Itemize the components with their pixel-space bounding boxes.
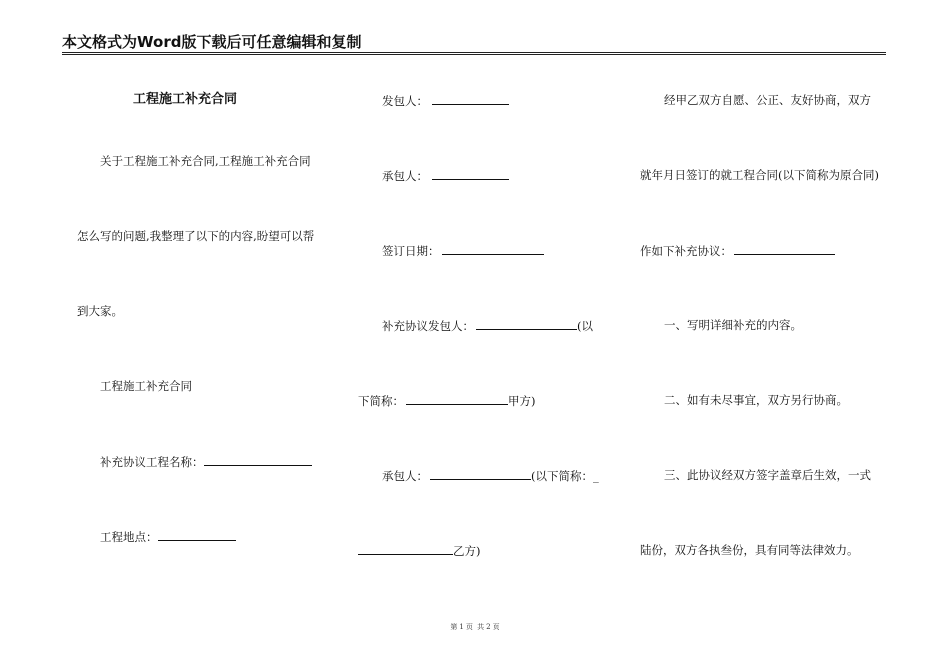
item-1: 一、写明详细补充的内容。 [664,318,802,332]
party-a-blank [406,393,508,405]
footer-total-unit: 页 [492,623,500,631]
employer-blank [432,93,509,105]
party-a-row [358,393,536,408]
party-b-suffix: 乙方) [453,544,481,558]
contractor-row [382,168,509,183]
supp-agreement-label: 作如下补充协议： [640,244,732,258]
contractor-blank [432,168,509,180]
section-heading: 工程施工补充合同 [100,379,192,393]
project-name-label: 补充协议工程名称： [100,455,204,469]
project-name-row [100,454,312,469]
party-b-row [358,543,481,558]
supp-contractor-blank [430,468,531,480]
clause-line-1: 经甲乙双方自愿、公正、友好协商，双方 [664,93,871,107]
supp-contractor-label: 承包人： [382,469,428,483]
party-b-blank [358,543,453,555]
supp-agreement-blank [734,243,835,255]
footer-page-unit: 页 [465,623,473,631]
document-header: 本文格式为Word版下载后可任意编辑和复制 [62,33,362,51]
clause-line-2: 就年月日签订的就工程合同(以下简称为原合同) [640,168,879,182]
project-location-blank [158,529,236,541]
page-footer [0,623,950,632]
footer-total-number: 2 [486,623,491,631]
intro-line-3: 到大家。 [77,304,123,318]
supp-agreement-row [640,243,835,258]
contractor-label: 承包人： [382,169,428,183]
item-3-continued: 陆份，双方各执叁份，具有同等法律效力。 [640,543,859,557]
sign-date-label: 签订日期： [382,244,440,258]
employer-label: 发包人： [382,94,428,108]
party-a-prefix: 下简称： [358,394,404,408]
project-location-label: 工程地点： [100,530,158,544]
intro-line-2: 怎么写的问题,我整理了以下的内容,盼望可以帮 [77,229,315,243]
item-3: 三、此协议经双方签字盖章后生效，一式 [664,468,871,482]
employer-row [382,93,509,108]
supp-employer-blank [476,318,577,330]
sign-date-blank [442,243,544,255]
footer-total-word: 共 [477,623,485,631]
footer-page-number: 1 [459,623,464,631]
footer-page-word: 第 [450,623,458,631]
project-name-blank [204,454,312,466]
supp-employer-suffix: (以 [577,319,593,333]
item-2: 二、如有未尽事宜，双方另行协商。 [664,393,848,407]
supp-employer-label: 补充协议发包人： [382,319,474,333]
supp-contractor-row [382,468,599,483]
project-location-row [100,529,236,544]
contract-title: 工程施工补充合同 [133,92,238,107]
supp-employer-row [382,318,593,333]
sign-date-row [382,243,544,258]
header-rule [62,52,886,55]
party-a-suffix: 甲方) [508,394,536,408]
intro-line-1: 关于工程施工补充合同,工程施工补充合同 [100,154,311,168]
supp-contractor-suffix: (以下简称：_ [531,469,599,483]
